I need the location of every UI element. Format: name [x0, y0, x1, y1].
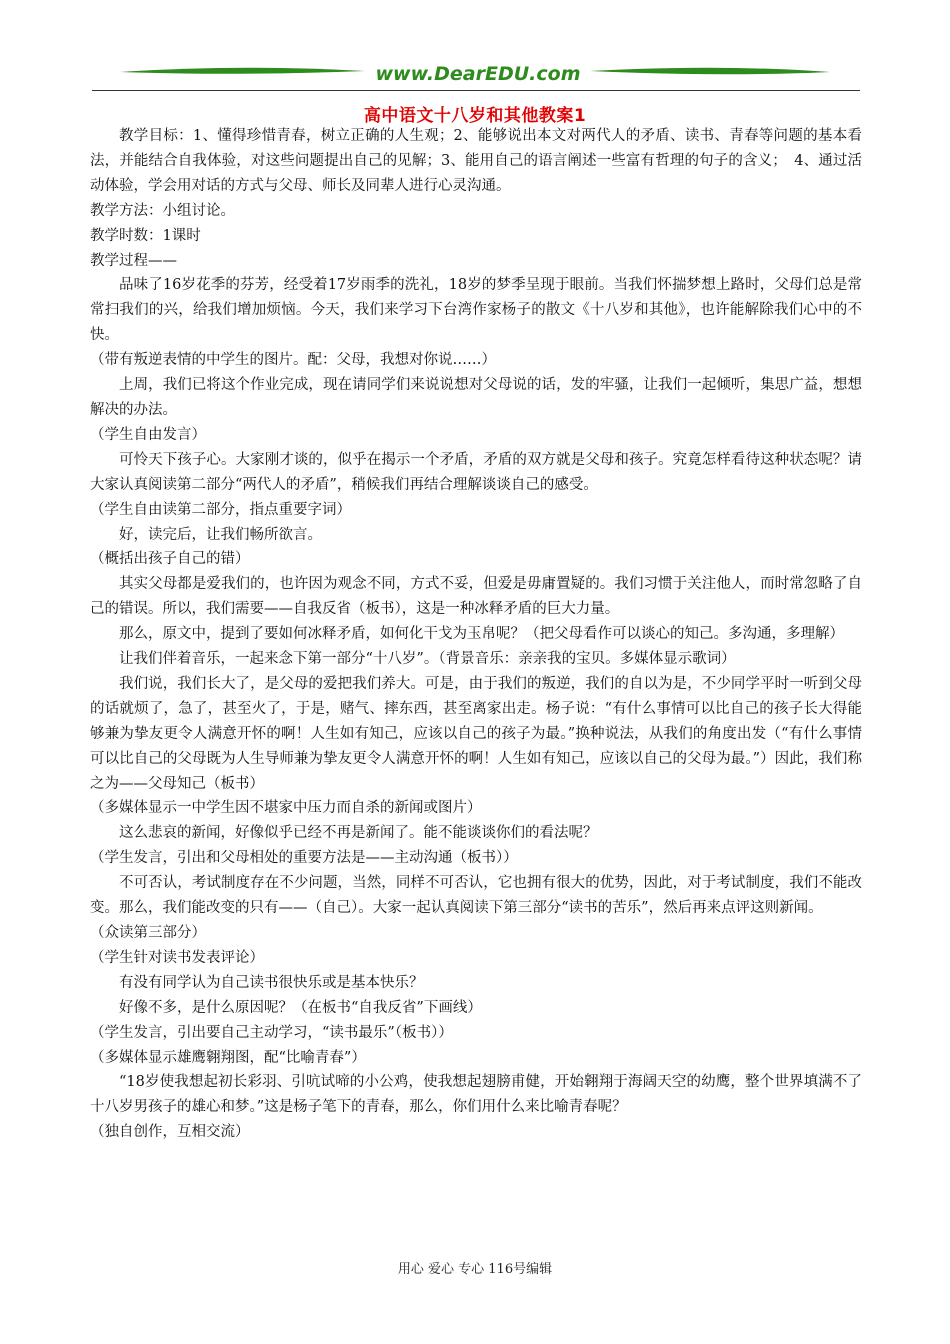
note-line: （学生自由读第二部分，指点重要字词）: [90, 501, 351, 518]
document-title: 高中语文十八岁和其他教案1: [363, 106, 587, 126]
body-paragraph: 好像不多，是什么原因呢？（在板书“自我反省”下画线）: [119, 999, 482, 1016]
note-line: （学生发言，引出和父母相处的重要方法是——主动沟通（板书））: [90, 850, 518, 867]
note-line: （多媒体显示一中学生因不堪家中压力而自杀的新闻或图片）: [90, 800, 482, 817]
note-line: （学生发言，引出要自己主动学习，“读书最乐”（板书））: [90, 1024, 453, 1041]
note-line: （带有叛逆表情的中学生的图片。配：父母，我想对你说……）: [90, 352, 496, 369]
body-paragraph: 不可否认，考试制度存在不少问题，当然，同样不可否认，它也拥有很大的优势，因此，对于考试制度，我们不能改变。那么，我们能改变的只有——（自己）。大家一起认真阅读下第三部分“读书的苦乐”，然后再来点评这则新闻。: [90, 875, 862, 917]
note-line: 教学过程——: [90, 252, 177, 269]
note-line: （独自创作，互相交流）: [90, 1124, 250, 1141]
body-paragraph: 可怜天下孩子心。大家刚才谈的，似乎在揭示一个矛盾，矛盾的双方就是父母和孩子。究竟怎样看待这种状态呢？请大家认真阅读第二部分“两代人的矛盾”，稍候我们再结合理解谈谈自己的感受。: [90, 451, 862, 493]
header-rule: [92, 90, 860, 91]
page-footer: 用心 爱心 专心 116号编辑: [397, 1262, 553, 1277]
body-paragraph: 教学目标：1、懂得珍惜青春，树立正确的人生观；2、能够说出本文对两代人的矛盾、读书、青春等问题的基本看法，并能结合自我体验，对这些问题提出自己的见解；3、能用自己的语言阐述一些富有哲理的句子的含义； 4、通过活动体验，学会用对话的方式与父母、师长及同辈人进行心灵沟通。: [90, 128, 862, 194]
body-paragraph: 我们说，我们长大了，是父母的爱把我们养大。可是，由于我们的叛逆，我们的自以为是，不少同学平时一听到父母的话就烦了，急了，甚至火了，于是，赌气、摔东西，甚至离家出走。杨子说：“有什么事情可以比自己的孩子长大得能够兼为挚友更令人满意开怀的啊！人生如有知己，应该以自己的孩子为最。”换种说法，从我们的角度出发（“有什么事情可以比自己的父母既为人生导师兼为挚友更令人满意开怀的啊！人生如有知己，应该以自己的父母为最。”）因此，我们称之为——父母知己（板书）: [90, 675, 862, 792]
body-paragraph: “18岁使我想起初长彩羽、引吭试啼的小公鸡，使我想起翅膀甫健，开始翱翔于海阔天空的幼鹰，整个世界填满不了十八岁男孩子的雄心和梦。”这是杨子笔下的青春，那么，你们用什么来比喻青春呢？: [90, 1074, 862, 1116]
note-line: （概括出孩子自己的错）: [90, 551, 250, 568]
body-paragraph: 这么悲哀的新闻，好像似乎已经不再是新闻了。能不能谈谈你们的看法呢？: [119, 825, 598, 842]
note-line: （众读第三部分）: [90, 925, 206, 941]
logo-text: www.DearEDU.com: [375, 63, 581, 85]
body-paragraph: 让我们伴着音乐，一起来念下第一部分“十八岁”。（背景音乐：亲亲我的宝贝。多媒体显示歌词）: [119, 651, 736, 668]
note-line: 教学方法：小组讨论。: [90, 202, 235, 219]
body-paragraph: 其实父母都是爱我们的，也许因为观念不同，方式不妥，但爱是毋庸置疑的。我们习惯于关注他人，而时常忽略了自己的错误。所以，我们需要——自我反省（板书），这是一种冰释矛盾的巨大力量。: [90, 576, 862, 618]
document-body: [90, 124, 862, 1145]
logo-swoosh-right: [590, 68, 830, 75]
note-line: （学生针对读书发表评论）: [90, 949, 264, 966]
body-paragraph: 上周，我们已将这个作业完成，现在请同学们来说说想对父母说的话，发的牢骚，让我们一起倾听，集思广益，想想解决的办法。: [90, 377, 862, 418]
note-line: （多媒体显示雄鹰翱翔图，配“比喻青春”）: [90, 1049, 366, 1066]
note-line: 教学时数：1课时: [90, 227, 201, 244]
body-paragraph: 品味了16岁花季的芬芳，经受着17岁雨季的洗礼，18岁的梦季呈现于眼前。当我们怀揣梦想上路时，父母们总是常常扫我们的兴，给我们增加烦恼。今天，我们来学习下台湾作家杨子的散文《十八岁和其他》，也许能解除我们心中的不快。: [90, 277, 862, 344]
body-paragraph: 有没有同学认为自己读书很快乐或是基本快乐？: [119, 974, 424, 991]
body-paragraph: 那么，原文中，提到了要如何冰释矛盾，如何化干戈为玉帛呢？（把父母看作可以谈心的知己。多沟通，多理解）: [119, 626, 844, 643]
note-line: （学生自由发言）: [90, 426, 206, 443]
header-logo: [120, 62, 830, 86]
body-paragraph: 好，读完后，让我们畅所欲言。: [119, 526, 322, 543]
logo-swoosh-left: [120, 68, 365, 74]
